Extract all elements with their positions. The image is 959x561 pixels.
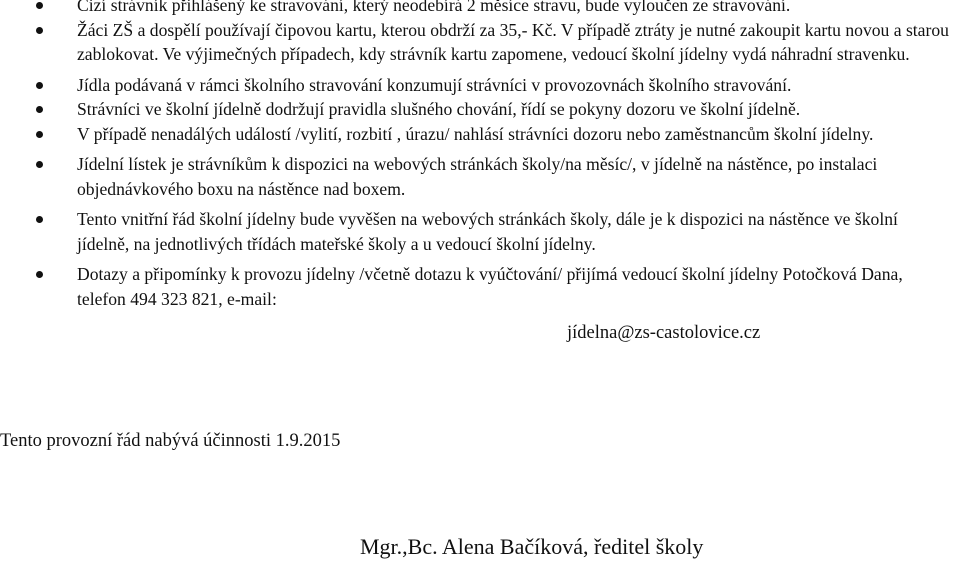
- bullet-icon: [36, 106, 43, 113]
- rule-text: Jídla podávaná v rámci školního stravování konzumují strávníci v provozovnách školního stravování.: [77, 74, 792, 95]
- rule-item: [0, 97, 959, 122]
- bullet-icon: [36, 2, 43, 9]
- bullet-icon: [36, 82, 43, 89]
- effective-date: Tento provozní řád nabývá účinnosti 1.9.2015: [0, 431, 341, 451]
- rule-item: [0, 262, 959, 346]
- rule-text: Cizí strávník přihlášený ke stravování, který neodebírá 2 měsíce stravu, bude vyloučen ze stravování.: [77, 0, 791, 15]
- rule-text: Strávníci ve školní jídelně dodržují pravidla slušného chování, řídí se pokyny dozoru ve školní jídelně.: [77, 99, 801, 119]
- rule-text: Jídelní lístek je strávníkům k dispozici na webových stránkách školy/na měsíc/, v jídelně na nástěnce, po instalaci objednávkového boxu na nástěnce nad boxem.: [77, 154, 878, 199]
- bullet-icon: [36, 161, 43, 168]
- bullet-icon: [36, 271, 43, 278]
- rule-text: V případě nenadálých událostí /vylití, rozbití , úrazu/ nahlásí strávníci dozoru nebo zaměstnancům školní jídelny.: [77, 123, 874, 144]
- bullet-icon: [36, 131, 43, 138]
- rule-text: Dotazy a připomínky k provozu jídelny /včetně dotazu k vyúčtování/ přijímá vedoucí školní jídelny Potočková Dana, telefon 494 323 821, e-mail:: [77, 264, 903, 309]
- rule-text: Žáci ZŠ a dospělí používají čipovou kartu, kterou obdrží za 35,- Kč. V případě ztráty je nutné zakoupit kartu novou a starou zablokovat. Ve výjimečných případech, kdy strávník kartu zapomene, vedoucí školní jídelny vydá náhradní stravenku.: [77, 19, 949, 64]
- rule-item: [0, 207, 959, 256]
- rule-item: [0, 122, 959, 147]
- bullet-icon: [36, 27, 43, 34]
- rule-item: [0, 152, 959, 201]
- bullet-icon: [36, 216, 43, 223]
- rule-item: [0, 0, 959, 18]
- contact-email[interactable]: jídelna@zs-castolovice.cz: [567, 323, 761, 343]
- rule-item: [0, 73, 959, 98]
- signature: Mgr.,Bc. Alena Bačíková, ředitel školy: [360, 534, 704, 559]
- rule-text: Tento vnitřní řád školní jídelny bude vyvěšen na webových stránkách školy, dále je k dispozici na nástěnce ve školní jídelně, na jednotlivých třídách mateřské školy a u vedoucí školní jídelny.: [77, 209, 898, 254]
- rule-item: [0, 18, 959, 67]
